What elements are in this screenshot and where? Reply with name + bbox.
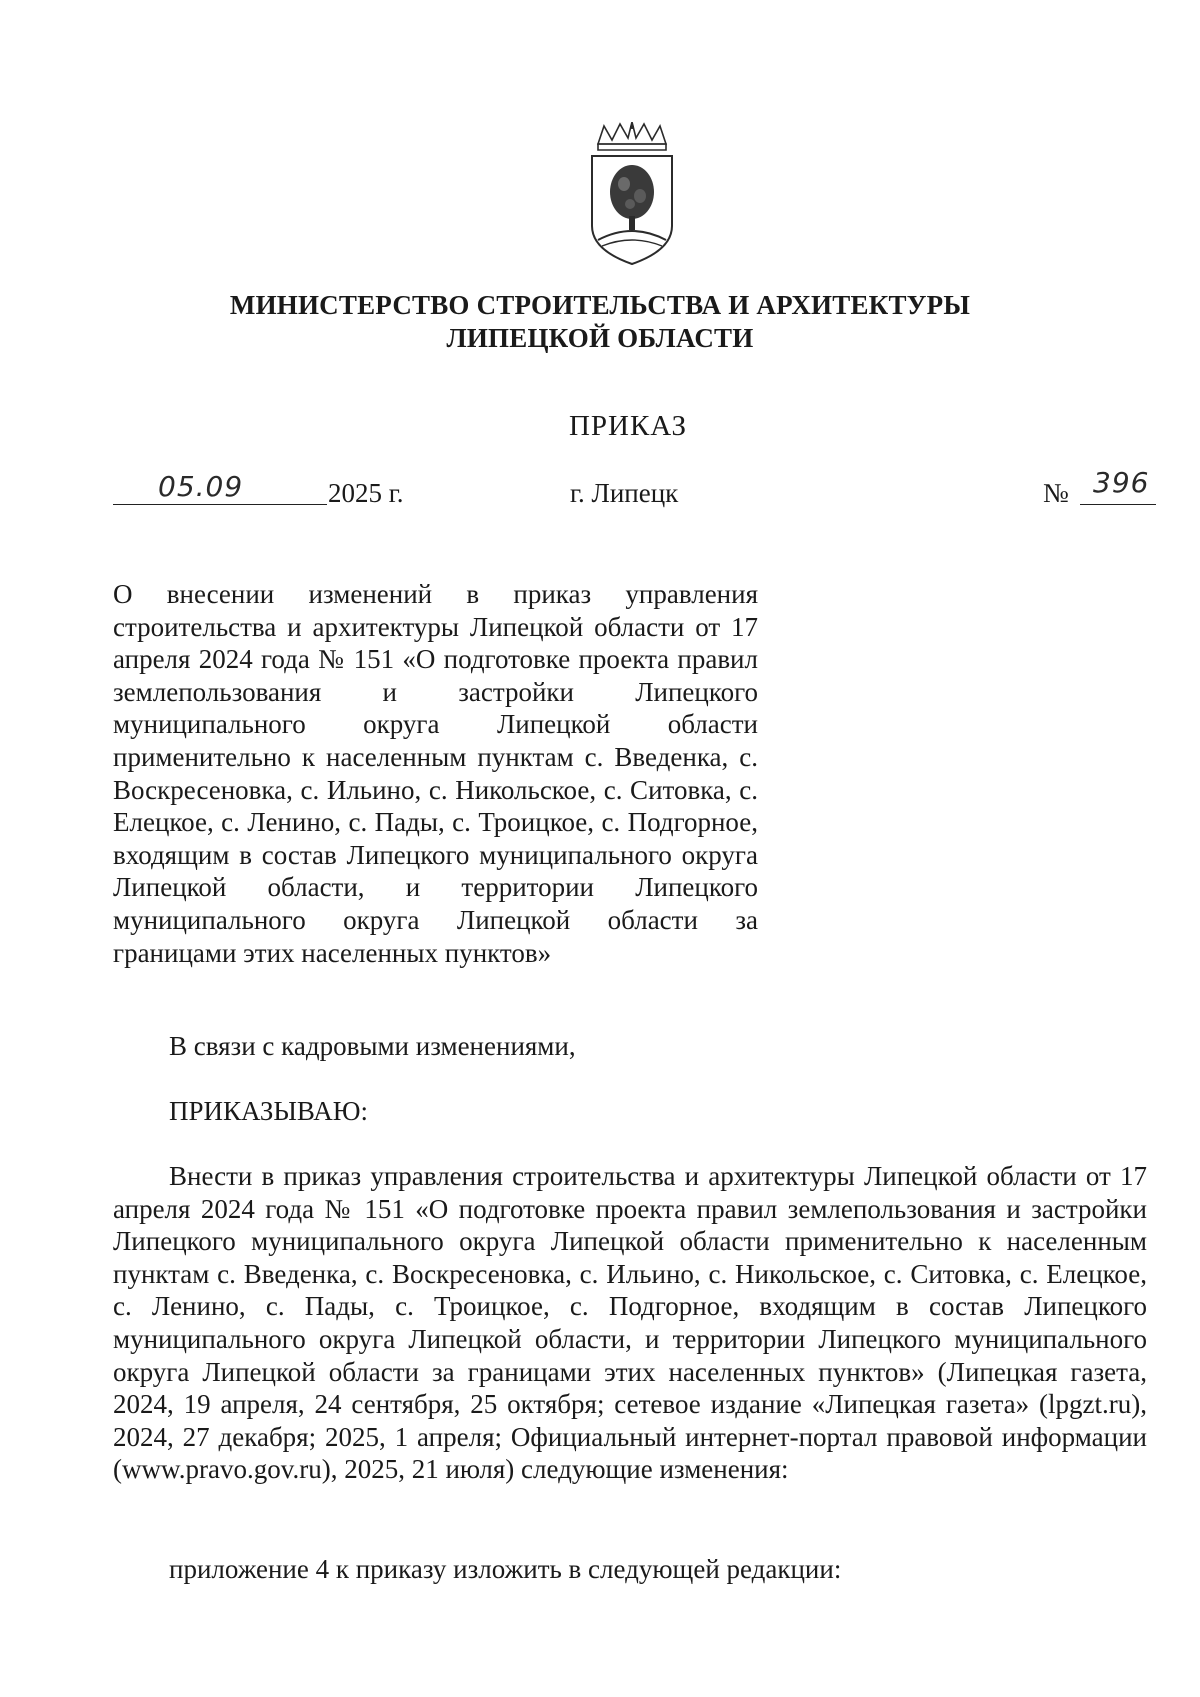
number-sign: № — [1043, 478, 1069, 508]
document-type: ПРИКАЗ — [568, 410, 688, 442]
main-paragraph: Внести в приказ управления строительства и архитектуры Липецкой области от 17 апреля 2024 года № 151 «О подготовке проекта правил землепользования и застройки Липецкого муниципального округа Липецкой области применительно к населенным пунктам с. Введенка, с. Воскресеновка, с. Ильино, с. Никольское, с. Ситовка, с. Елецкое, с. Ленино, с. Пады, с. Троицкое, с. Подгорное, входящим в состав Липецкого муниципального округа Липецкой области, и территории Липецкого муниципального округа Липецкой области за границами этих населенных пунктов» (Липецкая газета, 2024, 19 апреля, 24 сентября, 25 октября; сетевое издание «Липецкая газета» (lpgzt.ru), 2024, 27 декабря; 2025, 1 апреля; Официальный интернет-портал правовой информации (www.pravo.gov.ru), 2025, 21 июля) следующие изменения: — [113, 1161, 1147, 1485]
order-word: ПРИКАЗЫВАЮ: — [169, 1096, 368, 1126]
number-handwritten: 396 — [1093, 466, 1150, 499]
organization-name-line2: ЛИПЕЦКОЙ ОБЛАСТИ — [446, 323, 754, 353]
reason-paragraph: В связи с кадровыми изменениями, — [169, 1031, 576, 1061]
date-year: 2025 г. — [328, 478, 404, 508]
document-subject: О внесении изменений в приказ управления строительства и архитектуры Липецкой области от 17 апреля 2024 года № 151 «О подготовке проекта правил землепользования и застройки Липецкого муниципального округа Липецкой области применительно к населенным пунктам с. Введенка, с. Воскресеновка, с. Ильино, с. Никольское, с. Ситовка, с. Елецкое, с. Ленино, с. Пады, с. Троицкое, с. Подгорное, входящим в состав Липецкого муниципального округа Липецкой области, и территории Липецкого муниципального округа Липецкой области за границами этих населенных пунктов» — [113, 579, 758, 968]
annex-paragraph: приложение 4 к приказу изложить в следующей редакции: — [169, 1554, 842, 1584]
coat-of-arms-icon — [584, 122, 680, 268]
date-handwritten: 05.09 — [158, 470, 244, 503]
organization-name-line1: МИНИСТЕРСТВО СТРОИТЕЛЬСТВА И АРХИТЕКТУРЫ — [229, 290, 971, 320]
city: г. Липецк — [570, 478, 679, 508]
